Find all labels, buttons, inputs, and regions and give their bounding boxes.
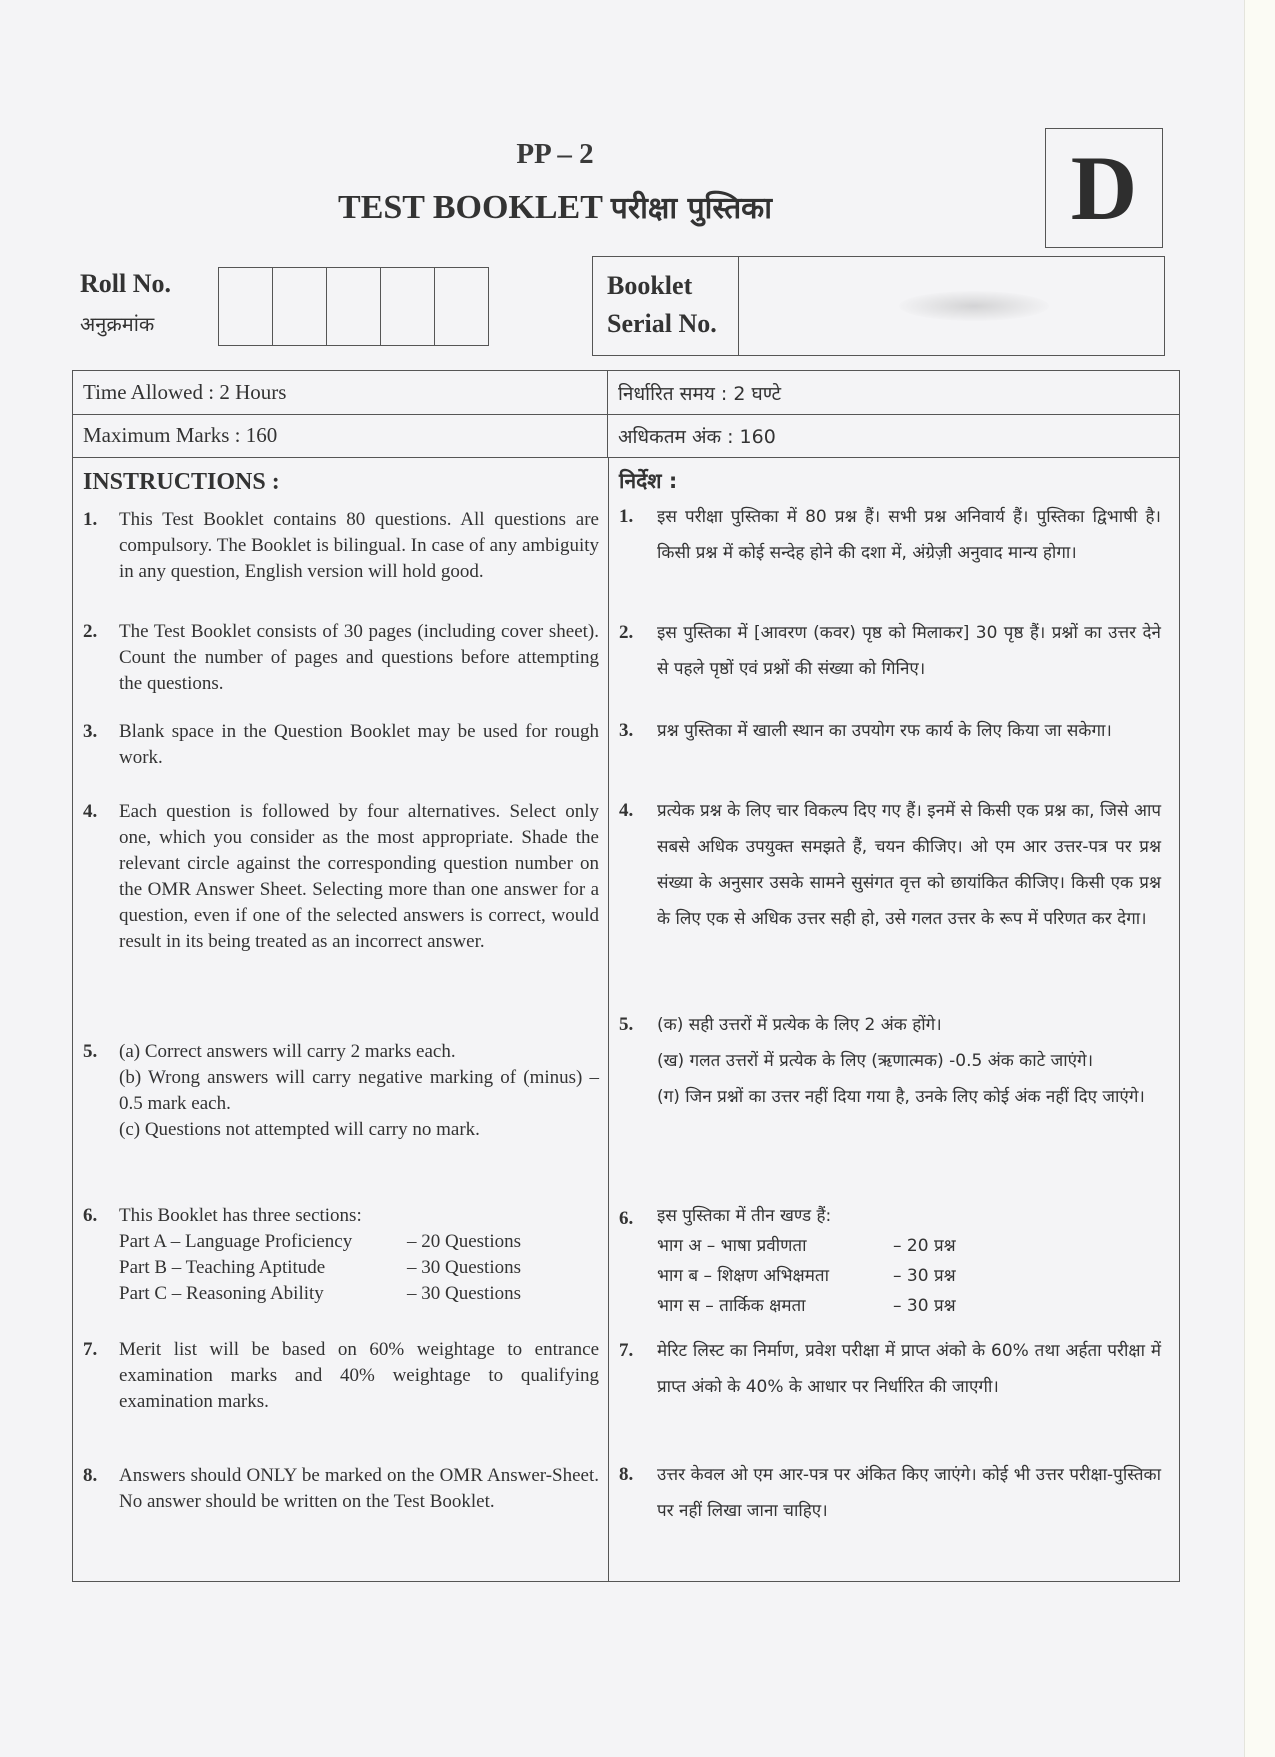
- instruction-hi-4: 4. प्रत्येक प्रश्न के लिए चार विकल्प दिए गए हैं। इनमें से किसी एक प्रश्न का, जिसे आप सबसे अधिक उपयुक्त समझते हैं, चयन कीजिए। ओ एम आर उत्तर-पत्र पर प्रश्न संख्या के अनुसार उसके सामने सुसंगत वृत्त को छायांकित कीजिए। किसी एक प्रश्न के लिए एक से अधिक उत्तर सही हो, उसे गलत उत्तर के रूप में परिणत कर देगा।: [619, 800, 1161, 929]
- instruction-en-1: 1. This Test Booklet contains 80 questions. All questions are compulsory. The Booklet is bilingual. In case of any ambiguity in any question, English version will hold good.: [83, 509, 599, 582]
- time-allowed-hi: निर्धारित समय : 2 घण्टे: [618, 382, 782, 405]
- page-edge-strip: [1244, 0, 1275, 1757]
- instruction-en-8: 8. Answers should ONLY be marked on the OMR Answer-Sheet. No answer should be written on the Test Booklet.: [83, 1465, 599, 1512]
- booklet-title: [0, 186, 1110, 227]
- stamp-smudge: [899, 291, 1049, 321]
- roll-digit-box[interactable]: [435, 268, 488, 345]
- serial-label-line2: Serial No.: [607, 309, 717, 338]
- max-marks-en: Maximum Marks : 160: [73, 414, 608, 457]
- section-line-hi: भाग ब – शिक्षण अभिक्षमता – 30 प्रश्न: [657, 1266, 956, 1286]
- instruction-en-2: 2. The Test Booklet consists of 30 pages (including cover sheet). Count the number of pages and questions before attempting the questions.: [83, 621, 599, 694]
- instructions-heading-en: INSTRUCTIONS :: [83, 469, 280, 495]
- section-line-en: Part B – Teaching Aptitude – 30 Questions: [119, 1257, 521, 1278]
- instruction-en-7: 7. Merit list will be based on 60% weightage to entrance examination marks and 40% weightage to qualifying examination marks.: [83, 1339, 599, 1412]
- serial-label: [593, 257, 739, 355]
- time-row: [73, 371, 1179, 415]
- serial-number-value: [739, 257, 1164, 355]
- roll-label-hindi: अनुक्रमांक: [80, 312, 155, 336]
- instruction-en-3: 3. Blank space in the Question Booklet may be used for rough work.: [83, 721, 599, 768]
- roll-digit-box[interactable]: [273, 268, 327, 345]
- booklet-serial-box: [592, 256, 1165, 356]
- marking-correct-en: (a) Correct answers will carry 2 marks each.: [119, 1041, 456, 1062]
- section-line-hi: भाग अ – भाषा प्रवीणता – 20 प्रश्न: [657, 1236, 956, 1256]
- roll-digit-box[interactable]: [219, 268, 273, 345]
- roll-number-boxes: [218, 267, 489, 346]
- title-english: TEST BOOKLET: [338, 189, 603, 226]
- instruction-hi-5: 5. (क) सही उत्तरों में प्रत्येक के लिए 2 अंक होंगे। (ख) गलत उत्तरों में प्रत्येक के लिए (ऋणात्मक) -0.5 अंक काटे जाएंगे। (ग) जिन प्रश्नों का उत्तर नहीं दिया गया है, उनके लिए कोई अंक नहीं दिए जाएंगे।: [619, 1007, 1161, 1115]
- instruction-hi-7: 7. मेरिट लिस्ट का निर्माण, प्रवेश परीक्षा में प्राप्त अंको के 60% तथा अर्हता परीक्षा में प्राप्त अंको के 40% के आधार पर निर्धारित की जाएगी।: [619, 1340, 1161, 1397]
- serial-label-line1: Booklet: [607, 271, 693, 300]
- instruction-en-4: 4. Each question is followed by four alternatives. Select only one, which you consider as the most appropriate. Shade the relevant circle against the corresponding question number on the OMR Answer Sheet. Selecting more than one answer for a question, even if one of the selected answers is correct, would result in its being treated as an incorrect answer.: [83, 801, 599, 952]
- roll-label-english: Roll No.: [80, 269, 171, 298]
- roll-digit-box[interactable]: [327, 268, 381, 345]
- instruction-hi-8: 8. उत्तर केवल ओ एम आर-पत्र पर अंकित किए जाएंगे। कोई भी उत्तर परीक्षा-पुस्तिका पर नहीं लिखा जाना चाहिए।: [619, 1464, 1161, 1521]
- column-divider: [608, 457, 609, 1581]
- instruction-hi-3: 3. प्रश्न पुस्तिका में खाली स्थान का उपयोग रफ कार्य के लिए किया जा सकेगा।: [619, 720, 1112, 741]
- max-marks-hi: अधिकतम अंक : 160: [618, 425, 776, 448]
- marking-wrong-hi: (ख) गलत उत्तरों में प्रत्येक के लिए (ऋणात्मक) -0.5 अंक काटे जाएंगे।: [657, 1051, 1094, 1071]
- instruction-en-5: 5. (a) Correct answers will carry 2 marks each. (b) Wrong answers will carry negative marking of (minus) – 0.5 mark each. (c) Questions not attempted will carry no mark.: [83, 1039, 599, 1143]
- section-line-en: Part A – Language Proficiency – 20 Questions: [119, 1231, 521, 1252]
- time-allowed-en: Time Allowed : 2 Hours: [73, 371, 608, 414]
- marking-unattempted-hi: (ग) जिन प्रश्नों का उत्तर नहीं दिया गया है, उनके लिए कोई अंक नहीं दिए जाएंगे।: [657, 1087, 1145, 1107]
- instruction-hi-1: 1. इस परीक्षा पुस्तिका में 80 प्रश्न हैं। सभी प्रश्न अनिवार्य हैं। पुस्तिका द्विभाषी है। किसी प्रश्न में कोई सन्देह होने की दशा में, अंग्रेज़ी अनुवाद मान्य होगा।: [619, 506, 1161, 563]
- title-hindi: परीक्षा पुस्तिका: [610, 191, 772, 226]
- section-line-en: Part C – Reasoning Ability – 30 Questions: [119, 1283, 521, 1304]
- marks-row: [73, 414, 1179, 458]
- marking-correct-hi: (क) सही उत्तरों में प्रत्येक के लिए 2 अंक होंगे।: [657, 1015, 942, 1035]
- instruction-hi-2: 2. इस पुस्तिका में [आवरण (कवर) पृष्ठ को मिलाकर] 30 पृष्ठ हैं। प्रश्नों का उत्तर देने से पहले पृष्ठों एवं प्रश्नों की संख्या को गिनिए।: [619, 622, 1161, 679]
- section-line-hi: भाग स – तार्किक क्षमता – 30 प्रश्न: [657, 1296, 956, 1316]
- instructions-heading-hi: निर्देश :: [619, 469, 678, 493]
- marking-unattempted-en: (c) Questions not attempted will carry no mark.: [119, 1119, 480, 1140]
- roll-digit-box[interactable]: [381, 268, 435, 345]
- marking-wrong-en: (b) Wrong answers will carry negative marking of (minus) – 0.5 mark each.: [119, 1067, 599, 1114]
- booklet-set-letter: D: [1045, 128, 1163, 248]
- roll-number-label: [80, 264, 171, 344]
- instruction-en-6: 6. This Booklet has three sections: Part A – Language Proficiency – 20 Questions Part B – Teaching Aptitude – 30 Questions Part C – Reasoning Ability – 30 Questions: [83, 1203, 599, 1307]
- instructions-table: [72, 370, 1180, 1582]
- instruction-hi-6: 6. इस पुस्तिका में तीन खण्ड हैं: भाग अ – भाषा प्रवीणता – 20 प्रश्न भाग ब – शिक्षण अभिक्षमता – 30 प्रश्न भाग स – तार्किक क्षमता – 30 प्रश्न: [619, 1201, 1161, 1321]
- booklet-code: PP – 2: [516, 138, 594, 170]
